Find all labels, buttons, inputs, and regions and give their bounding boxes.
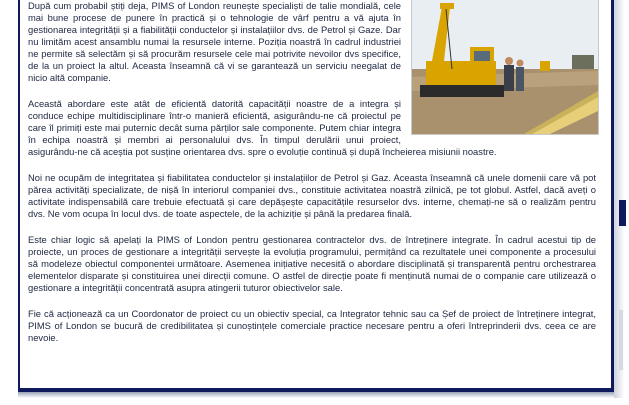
paragraph-intro xyxy=(28,0,596,84)
paragraph-intro-text: După cum probabil știți deja, PIMS of London reunește specialiști de talie mondială, cele mai bune procese de punere în practică și o tehnologie de vârf pentru a vă ajuta în gestionarea integrității și a fiabilității conductelor și instalațiilor dvs. de Petrol și Gaze. Dar nu limităm acest ansamblu numai la resursele interne. Poziția noastră în cadrul industriei ne permite să selectăm și să procurăm resursele cele mai potrivite nevoilor dvs specifice, de la un proiect la altul. Aceasta înseamnă că vi se garantează un serviciu neegalat de nicio altă companie. xyxy=(28,0,401,83)
scrollbar-thumb[interactable] xyxy=(619,200,626,226)
paragraph-contracts: Este chiar logic să apelați la PIMS of London pentru gestionarea contractelor dvs. de întreținere integrate. În cadrul acestui tip de proiecte, un proces de gestionare a integrității servește la evoluția programului, permițând ca rezultatele unei componente a procesului să modeleze obiectul componentei următoare. Asemenea inițiative necesită o abordare disciplinată și transparentă pentru orchestrarea elementelor disparate și constituirea unei direcții comune. O astfel de direcție poate fi menținută numai de o companie care utilizează o gestionare a integrității concentrată asupra atingerii tuturor obiectivelor sale. xyxy=(28,234,596,293)
pipeline-photo xyxy=(411,0,599,135)
frame-bottom-shadow xyxy=(18,392,618,398)
pipeline-photo-illustration xyxy=(412,0,598,134)
article-body xyxy=(28,0,596,358)
paragraph-integrity: Noi ne ocupăm de integritatea și fiabilitatea conductelor și instalațiilor de Petrol și Gaz. Aceasta înseamnă că unele domenii care vă pot părea activități specializate, de nișă în interiorul companiei dvs., constituie activitatea noastră zilnică, pe tot globul. Astfel, dacă aveți o activitate indispensabilă care trebuie efectuată și care depășește capacitățile resurselor dvs. interne, chemați-ne să o realizăm pentru dvs. Ne vom ocupa în locul dvs. de toate aspectele, de la achiziție și până la predarea finală. xyxy=(28,172,596,219)
paragraph-coordination: Fie că acționează ca un Coordonator de proiect cu un obiectiv special, ca Integrator tehnic sau ca Șef de proiect de întreținere integrat, PIMS of London se bucură de credibilitatea și cunoștințele comerciale practice necesare pentru a oferi întreprinderii dvs. ceea ce are nevoie. xyxy=(28,308,596,343)
scrollbar-track-segment xyxy=(619,310,623,370)
paragraph-approach: Această abordare este atât de eficientă datorită capacității noastre de a integra și conduce echipe multidisciplinare într-o manieră eficientă, asigurându-ne că proiectul pe care îl primiți este mai puternic decât suma părților sale componente. Putem chiar integra în echipa noastră și membri ai personalului dvs. În timpul derulării unui proiect, asigurându-ne că aceștia pot susține orientarea dvs. spre o evoluție continuă și după încheierea misiunii noastre. xyxy=(28,98,497,157)
